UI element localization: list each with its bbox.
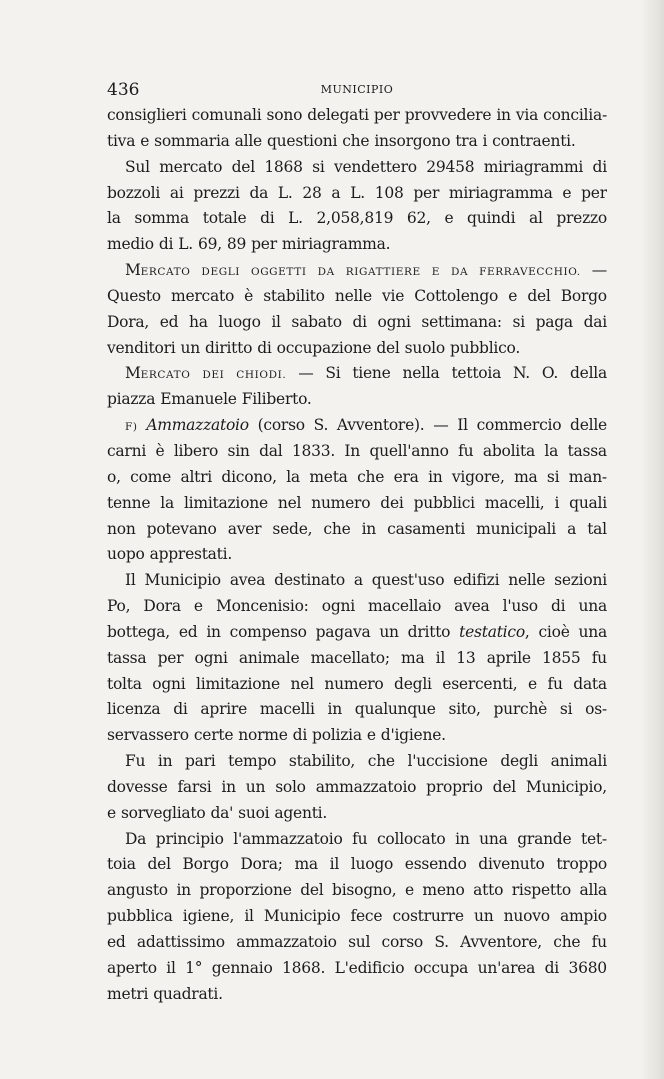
- text-line: e sorvegliato da' suoi agenti.: [107, 803, 328, 822]
- running-head: MUNICIPIO: [320, 83, 394, 96]
- text-line: o, come altri dicono, la meta che era in vigore, ma si man-: [107, 467, 607, 486]
- page-header: [107, 80, 607, 102]
- body-text: [107, 103, 607, 1008]
- text-line: Il Municipio avea destinato a quest'uso edifizi nelle sezioni: [125, 571, 607, 590]
- text-line: tenne la limitazione nel numero dei pubblici macelli, i quali: [107, 493, 607, 512]
- text-line: carni è libero sin dal 1833. In quell'anno fu abolita la tassa: [107, 441, 607, 460]
- text-line: MERCATO DEGLI OGGETTI DA RIGATTIERE E DA FERRAVECCHIO. —: [125, 261, 607, 280]
- text-line: servassero certe norme di polizia e d'igiene.: [107, 726, 446, 745]
- text-line: toia del Borgo Dora; ma il luogo essendo divenuto troppo: [107, 855, 607, 874]
- text-line: tassa per ogni animale macellato; ma il 13 aprile 1855 fu: [107, 648, 607, 667]
- text-line: la somma totale di L. 2,058,819 62, e quindi al prezzo: [107, 209, 607, 228]
- text-line: consiglieri comunali sono delegati per provvedere in via concilia-: [107, 106, 607, 124]
- text-line: MERCATO DEI CHIODI. — Si tiene nella tettoia N. O. della: [125, 364, 607, 383]
- text-line: angusto in proporzione del bisogno, e meno atto rispetto alla: [107, 881, 607, 900]
- text-line: Questo mercato è stabilito nelle vie Cottolengo e del Borgo: [107, 286, 607, 305]
- text-line: piazza Emanuele Filiberto.: [107, 390, 312, 409]
- text-line: aperto il 1° gennaio 1868. L'edificio occupa un'area di 3680: [107, 958, 607, 977]
- text-line: tolta ogni limitazione nel numero degli esercenti, e fu data: [107, 674, 607, 693]
- text-line: Sul mercato del 1868 si vendettero 29458 miriagrammi di: [125, 157, 607, 176]
- text-line: licenza di aprire macelli in qualunque sito, purchè si os-: [107, 700, 607, 719]
- page-number: 436: [107, 80, 140, 100]
- text-line: F) Ammazzatoio (corso S. Avventore). — Il commercio delle: [125, 416, 607, 435]
- text-line: Fu in pari tempo stabilito, che l'uccisione degli animali: [125, 752, 607, 771]
- text-line: tiva e sommaria alle questioni che insorgono tra i contraenti.: [107, 131, 576, 150]
- text-line: venditori un diritto di occupazione del suolo pubblico.: [107, 338, 521, 357]
- page-gutter-shadow: [640, 0, 664, 1079]
- text-line: uopo apprestati.: [107, 545, 233, 564]
- text-line: pubblica igiene, il Municipio fece costrurre un nuovo ampio: [107, 907, 607, 926]
- text-line: bottega, ed in compenso pagava un dritto testatico, cioè una: [107, 622, 607, 641]
- text-line: dovesse farsi in un solo ammazzatoio proprio del Municipio,: [107, 777, 607, 796]
- text-line: Po, Dora e Moncenisio: ogni macellaio avea l'uso di una: [107, 597, 607, 616]
- text-line: Dora, ed ha luogo il sabato di ogni settimana: si paga dai: [107, 312, 607, 331]
- text-line: medio di L. 69, 89 per miriagramma.: [107, 235, 391, 254]
- text-line: non potevano aver sede, che in casamenti municipali a tal: [107, 519, 607, 538]
- text-line: metri quadrati.: [107, 984, 223, 1003]
- text-line: Da principio l'ammazzatoio fu collocato in una grande tet-: [125, 829, 607, 848]
- text-line: bozzoli ai prezzi da L. 28 a L. 108 per miriagramma e per: [107, 183, 607, 202]
- text-line: ed adattissimo ammazzatoio sul corso S. Avventore, che fu: [107, 933, 607, 951]
